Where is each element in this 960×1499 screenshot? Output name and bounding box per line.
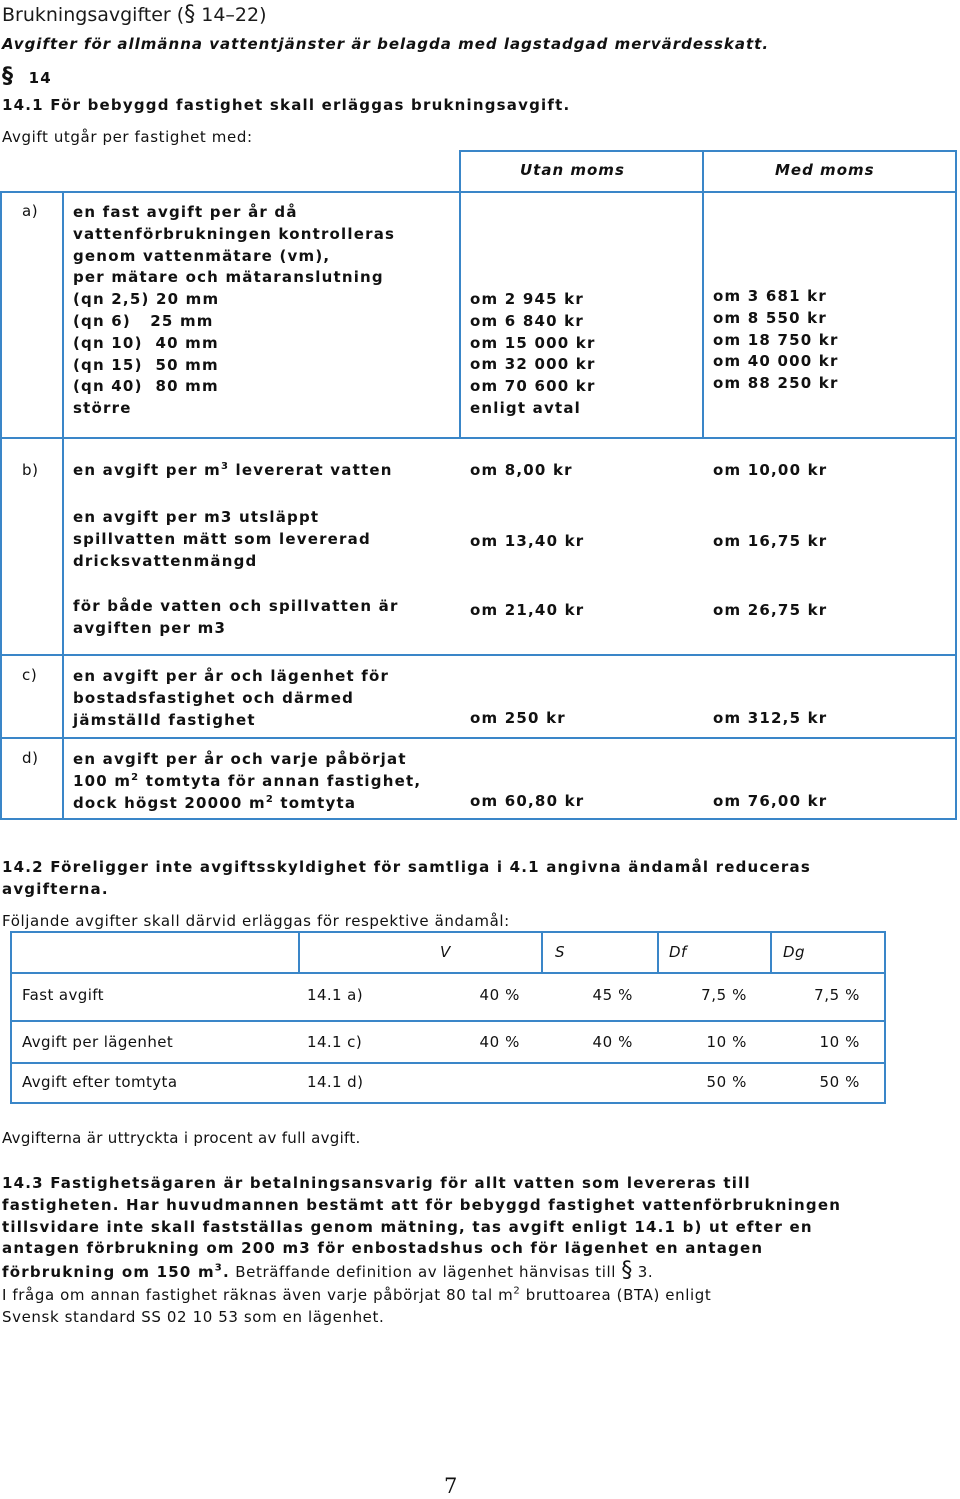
superscript: 2 <box>131 771 140 783</box>
row-d-text: tomtyta för annan fastighet, <box>139 771 422 790</box>
page-number: 7 <box>444 1474 458 1498</box>
percent-cell: 45 % <box>592 986 633 1004</box>
price-cell: om 32 000 kr <box>470 355 596 374</box>
column-header-dg: Dg <box>783 943 805 961</box>
row-d-text: 100 m <box>73 771 132 790</box>
row-d-line <box>73 771 421 793</box>
percent-cell: 50 % <box>819 1073 860 1091</box>
row-key-a: a) <box>22 202 39 220</box>
price-cell: om 8 550 kr <box>713 308 827 327</box>
superscript: 2 <box>513 1285 521 1297</box>
column-header-v: V <box>440 943 451 961</box>
paragraph-14-3 <box>2 1173 841 1329</box>
row-b3-line: avgiften per m3 <box>73 618 227 637</box>
table-rule <box>884 931 886 1104</box>
table-rule <box>0 191 957 193</box>
row-b3-line: för både vatten och spillvatten är <box>73 597 399 615</box>
price-cell: om 16,75 kr <box>713 532 828 550</box>
row-c-line: bostadsfastighet och därmed <box>73 688 355 707</box>
row-a-line: (qn 40) 80 mm <box>73 377 219 396</box>
percent-cell: 10 % <box>819 1033 860 1051</box>
paragraph-text: . <box>222 1263 230 1282</box>
paragraph-14-1: 14.1 För bebyggd fastighet skall erläggas brukningsavgift. <box>2 96 571 114</box>
superscript: 3 <box>220 461 230 472</box>
superscript: 3 <box>214 1262 223 1274</box>
paragraph-line: avgifterna. <box>2 879 109 898</box>
price-cell: om 13,40 kr <box>470 532 585 550</box>
row-a-line: per mätare och mätaranslutning <box>73 268 384 287</box>
percent-cell: 7,5 % <box>701 986 747 1004</box>
row-a-line: en fast avgift per år då <box>73 203 298 221</box>
table-rule <box>0 818 957 820</box>
row-ref: 14.1 a) <box>307 986 364 1004</box>
paragraph-text: I fråga om annan fastighet räknas även varje påbörjat 80 tal m <box>2 1285 514 1304</box>
page-title <box>2 2 267 27</box>
price-cell: om 312,5 kr <box>713 709 828 727</box>
table-rule <box>702 191 704 439</box>
paragraph-line: antagen förbrukning om 200 m3 för enbostadshus och för lägenhet en antagen <box>2 1239 764 1258</box>
paragraph-line: fastigheten. Har huvudmannen bestämt att för bebyggd fastighet vattenförbrukningen <box>2 1195 842 1214</box>
price-cell: om 88 250 kr <box>713 374 839 393</box>
table-rule <box>0 191 2 820</box>
table-rule <box>0 654 957 656</box>
paragraph-number: 14 <box>28 69 52 87</box>
table-rule <box>657 931 659 974</box>
row-key-d: d) <box>22 749 39 767</box>
price-cell: om 60,80 kr <box>470 792 585 810</box>
table-rule <box>955 150 957 820</box>
row-label: Avgift per lägenhet <box>22 1033 174 1051</box>
paragraph-text: bruttoarea (BTA) enligt <box>520 1285 712 1304</box>
paragraph-line: 14.2 Föreligger inte avgiftsskyldighet för samtliga i 4.1 angivna ändamål reduceras <box>2 858 811 876</box>
row-a-line: (qn 6) 25 mm <box>73 311 214 330</box>
table-rule <box>0 737 957 739</box>
paragraph-14-heading <box>2 64 52 89</box>
row-ref: 14.1 c) <box>307 1033 363 1051</box>
percent-cell: 50 % <box>706 1073 747 1091</box>
price-cell: om 8,00 kr <box>470 461 573 479</box>
section-sign: § <box>621 1258 633 1284</box>
price-cell: om 26,75 kr <box>713 601 828 619</box>
price-cell: om 21,40 kr <box>470 601 585 619</box>
row-b2-line: spillvatten mätt som levererad <box>73 529 371 548</box>
row-b3-description <box>73 596 399 640</box>
row-d-text: dock högst 20000 m <box>73 793 266 812</box>
paragraph-line: 14.3 Fastighetsägaren är betalningsansvarig för allt vatten som levereras till <box>2 1174 751 1192</box>
row-ref: 14.1 d) <box>307 1073 364 1091</box>
row-a-description <box>73 202 395 420</box>
price-cell: om 15 000 kr <box>470 333 596 352</box>
paragraph-text: Beträffande definition av lägenhet hänvisas till <box>229 1263 622 1282</box>
row-b1-text: en avgift per m <box>73 461 221 479</box>
table-rule <box>541 931 543 974</box>
paragraph-line <box>2 1284 841 1307</box>
table-rule <box>459 150 957 152</box>
row-b2-line: dricksvattenmängd <box>73 551 258 570</box>
paragraph-text: 3. <box>632 1263 654 1282</box>
price-cell: enligt avtal <box>470 398 581 417</box>
column-header-utan-moms: Utan moms <box>520 161 625 179</box>
title-range: 14–22) <box>195 4 267 26</box>
row-a-line: (qn 2,5) 20 mm <box>73 290 220 309</box>
table-rule <box>10 931 12 1104</box>
row-c-line: en avgift per år och lägenhet för <box>73 667 390 685</box>
paragraph-14-2-intro: Följande avgifter skall därvid erläggas för respektive ändamål: <box>2 912 510 930</box>
reduction-note: Avgifterna är uttryckta i procent av full avgift. <box>2 1129 361 1147</box>
row-key-c: c) <box>22 666 38 684</box>
paragraph-line <box>2 1260 841 1284</box>
row-a-line: (qn 15) 50 mm <box>73 355 219 374</box>
row-a-line: genom vattenmätare (vm), <box>73 246 331 265</box>
price-cell: om 40 000 kr <box>713 352 839 371</box>
price-cell: om 10,00 kr <box>713 461 828 479</box>
title-text: Brukningsavgifter ( <box>2 4 185 26</box>
vat-subtitle: Avgifter för allmänna vattentjänster är belagda med lagstadgad mervärdesskatt. <box>2 35 770 53</box>
price-cell: om 2 945 kr <box>470 290 584 308</box>
percent-cell: 40 % <box>592 1033 633 1051</box>
paragraph-line: tillsvidare inte skall fastställas genom mätning, tas avgift enligt 14.1 b) ut efter en <box>2 1217 813 1236</box>
superscript: 2 <box>265 793 274 805</box>
row-d-text: tomtyta <box>273 793 357 812</box>
percent-cell: 40 % <box>479 1033 520 1051</box>
row-a-line: (qn 10) 40 mm <box>73 333 219 352</box>
percent-cell: 10 % <box>706 1033 747 1051</box>
table-rule <box>0 437 957 439</box>
table-rule <box>10 1062 886 1064</box>
row-label: Avgift efter tomtyta <box>22 1073 178 1091</box>
table-rule <box>702 150 704 193</box>
row-a-line: vattenförbrukningen kontrolleras <box>73 224 396 243</box>
price-cell: om 250 kr <box>470 709 566 727</box>
table-rule <box>10 931 886 933</box>
percent-cell: 7,5 % <box>814 986 860 1004</box>
table-rule <box>459 150 461 193</box>
table-rule <box>298 931 300 974</box>
row-label: Fast avgift <box>22 986 104 1004</box>
percent-cell: 40 % <box>479 986 520 1004</box>
price-cell: om 3 681 kr <box>713 287 827 305</box>
row-d-description <box>73 749 421 814</box>
paragraph-line: Svensk standard SS 02 10 53 som en lägenhet. <box>2 1307 385 1326</box>
section-sign: § <box>2 64 15 89</box>
price-cell: om 18 750 kr <box>713 330 839 349</box>
column-header-med-moms: Med moms <box>775 161 875 179</box>
row-b2-line: en avgift per m3 utsläppt <box>73 508 320 526</box>
avgift-intro: Avgift utgår per fastighet med: <box>2 128 253 146</box>
row-a-med-values <box>713 286 839 395</box>
row-a-line: större <box>73 399 132 418</box>
table-rule <box>62 191 64 820</box>
column-header-df: Df <box>669 943 687 961</box>
row-b1-description <box>73 461 393 479</box>
row-b2-description <box>73 507 371 572</box>
table-rule <box>10 972 886 974</box>
row-b1-text: levererat vatten <box>229 461 393 479</box>
row-c-description <box>73 666 389 731</box>
column-header-s: S <box>555 943 565 961</box>
paragraph-text: förbrukning om 150 m <box>2 1263 215 1282</box>
row-a-utan-values <box>470 289 596 420</box>
section-sign: § <box>184 2 196 27</box>
row-key-b: b) <box>22 461 39 479</box>
table-rule <box>770 931 772 974</box>
price-cell: om 6 840 kr <box>470 311 584 330</box>
row-d-line <box>73 793 421 815</box>
paragraph-14-2 <box>2 857 811 901</box>
row-c-line: jämställd fastighet <box>73 710 256 729</box>
table-rule <box>459 191 461 439</box>
price-cell: om 76,00 kr <box>713 792 828 810</box>
row-d-line: en avgift per år och varje påbörjat <box>73 750 407 768</box>
price-cell: om 70 600 kr <box>470 377 596 396</box>
table-rule <box>10 1020 886 1022</box>
table-rule <box>10 1102 886 1104</box>
